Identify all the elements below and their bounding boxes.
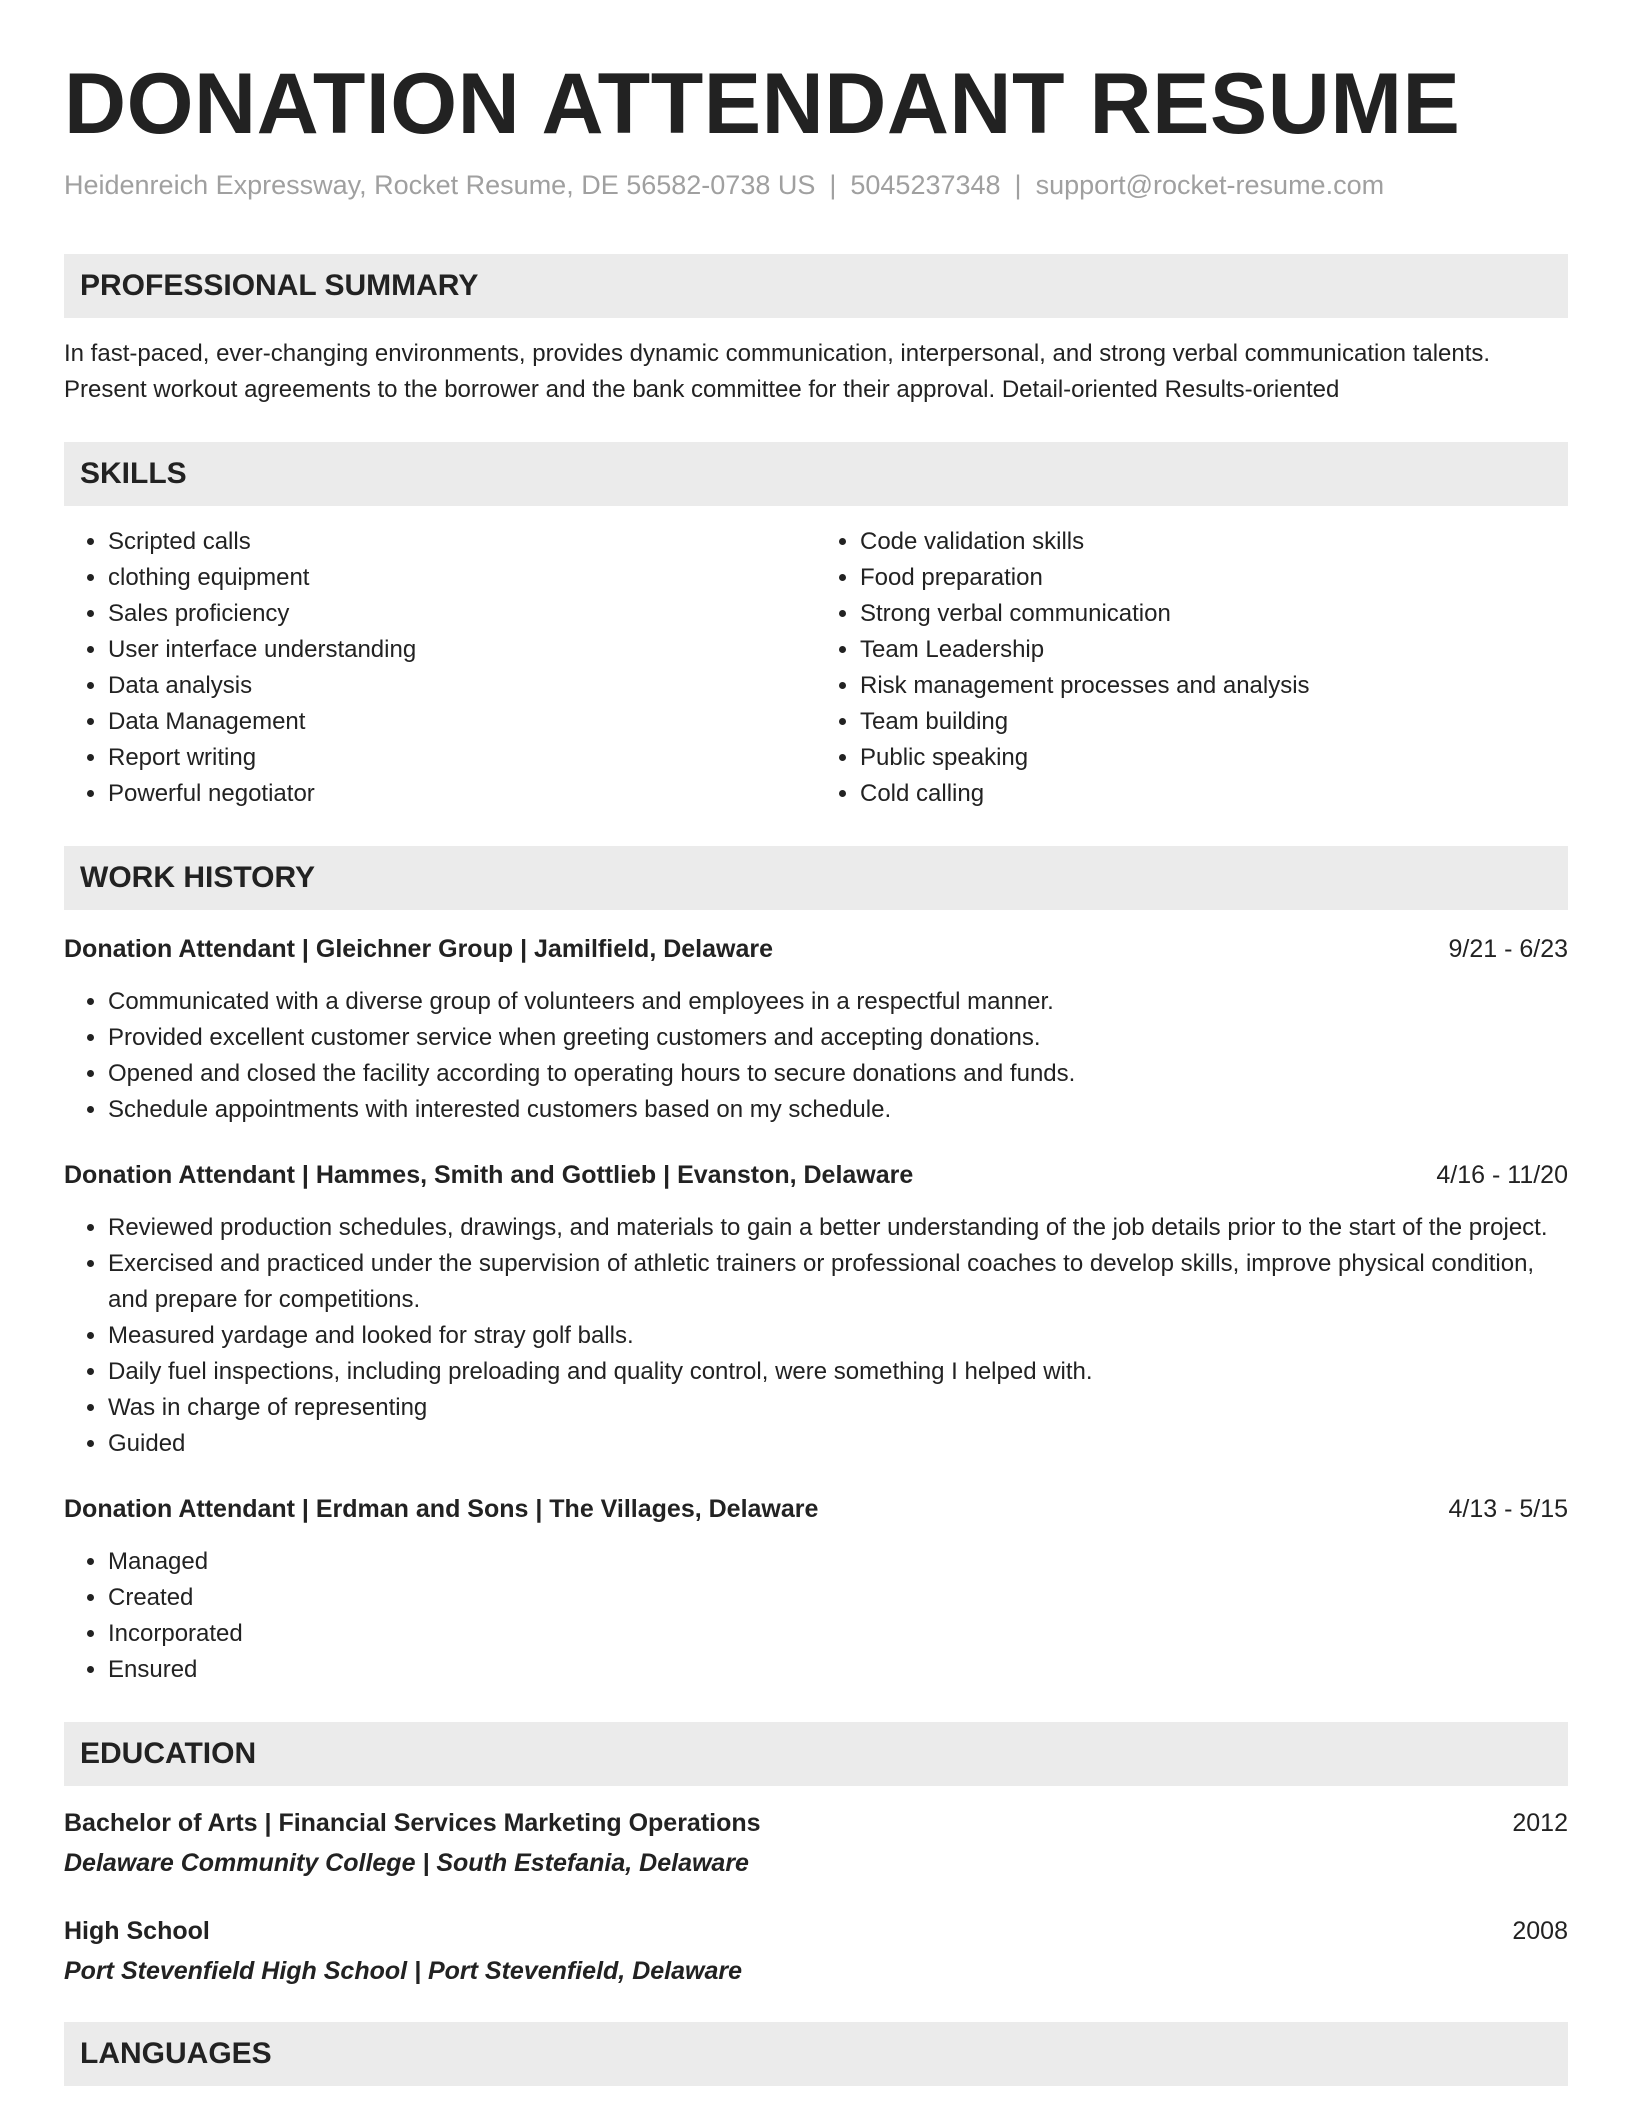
job-bullet: • Incorporated — [108, 1616, 1568, 1652]
job-bullet: • Communicated with a diverse group of volunteers and employees in a respectful manner. — [108, 984, 1568, 1020]
section-heading-languages: LANGUAGES — [64, 2022, 1568, 2086]
job-bullet: • Exercised and practiced under the supervision of athletic trainers or professional coaches to develop skills, improve physical condition, and prepare for competitions. — [108, 1246, 1568, 1318]
job-bullet: • Managed — [108, 1544, 1568, 1580]
job-bullet: • Provided excellent customer service when greeting customers and accepting donations. — [108, 1020, 1568, 1056]
job-bullet: • Ensured — [108, 1652, 1568, 1688]
skill-item: • Team building — [860, 704, 1568, 740]
skill-item: • Data Management — [108, 704, 816, 740]
resume-title: DONATION ATTENDANT RESUME — [64, 56, 1461, 152]
education-degree: High School — [64, 1917, 210, 1945]
job-dates: 4/13 - 5/15 — [1448, 1495, 1568, 1523]
education-school: Delaware Community College | South Estefania, Delaware — [64, 1849, 749, 1877]
skills-list-left — [64, 524, 816, 812]
contact-address: Heidenreich Expressway, Rocket Resume, DE 56582-0738 US — [64, 170, 816, 200]
job-bullets — [64, 1544, 1568, 1688]
job-header — [64, 1158, 1568, 1192]
skill-item: • Code validation skills — [860, 524, 1568, 560]
job-bullet: • Was in charge of representing — [108, 1390, 1568, 1426]
skill-item: • Cold calling — [860, 776, 1568, 812]
job-title: Donation Attendant | Erdman and Sons | The Villages, Delaware — [64, 1495, 819, 1523]
skill-item: • User interface understanding — [108, 632, 816, 668]
contact-separator: | — [1014, 170, 1022, 200]
job-bullet: • Created — [108, 1580, 1568, 1616]
job-entry — [64, 1492, 1568, 1688]
skill-item: • Scripted calls — [108, 524, 816, 560]
skill-item: • Strong verbal communication — [860, 596, 1568, 632]
summary-text: In fast-paced, ever-changing environments, provides dynamic communication, interpersonal, and strong verbal communication talents. Present workout agreements to the borrower and the bank committee for their approval. Detail-oriented Results-oriented — [64, 340, 1491, 403]
contact-email: support@rocket-resume.com — [1035, 170, 1385, 200]
education-year: 2012 — [1512, 1809, 1568, 1837]
job-bullet: • Guided — [108, 1426, 1568, 1462]
skill-item: • clothing equipment — [108, 560, 816, 596]
job-entry — [64, 932, 1568, 1128]
job-bullet: • Schedule appointments with interested customers based on my schedule. — [108, 1092, 1568, 1128]
skills-list-right — [816, 524, 1568, 812]
section-heading-education: EDUCATION — [64, 1722, 1568, 1786]
job-bullets — [64, 1210, 1568, 1462]
section-heading-summary: PROFESSIONAL SUMMARY — [64, 254, 1568, 318]
section-heading-skills: SKILLS — [64, 442, 1568, 506]
job-bullet: • Measured yardage and looked for stray golf balls. — [108, 1318, 1568, 1354]
skill-item: • Team Leadership — [860, 632, 1568, 668]
education-entry — [64, 1806, 1568, 1880]
skills-grid — [64, 524, 1568, 812]
job-entry — [64, 1158, 1568, 1462]
job-header — [64, 932, 1568, 966]
skill-item: • Report writing — [108, 740, 816, 776]
job-dates: 9/21 - 6/23 — [1448, 935, 1568, 963]
skill-item: • Risk management processes and analysis — [860, 668, 1568, 704]
education-entry — [64, 1914, 1568, 1988]
contact-phone: 5045237348 — [850, 170, 1001, 200]
skill-item: • Powerful negotiator — [108, 776, 816, 812]
section-heading-work-history: WORK HISTORY — [64, 846, 1568, 910]
contact-line — [64, 168, 1568, 202]
education-header — [64, 1914, 1568, 1948]
job-bullet: • Reviewed production schedules, drawings, and materials to gain a better understanding of the job details prior to the start of the project. — [108, 1210, 1568, 1246]
education-year: 2008 — [1512, 1917, 1568, 1945]
skill-item: • Food preparation — [860, 560, 1568, 596]
job-title: Donation Attendant | Gleichner Group | Jamilfield, Delaware — [64, 935, 774, 963]
job-bullet: • Opened and closed the facility according to operating hours to secure donations and funds. — [108, 1056, 1568, 1092]
skill-item: • Sales proficiency — [108, 596, 816, 632]
contact-separator: | — [829, 170, 837, 200]
skill-item: • Data analysis — [108, 668, 816, 704]
job-header — [64, 1492, 1568, 1526]
education-degree: Bachelor of Arts | Financial Services Marketing Operations — [64, 1809, 761, 1837]
skill-item: • Public speaking — [860, 740, 1568, 776]
job-bullet: • Daily fuel inspections, including preloading and quality control, were something I helped with. — [108, 1354, 1568, 1390]
job-dates: 4/16 - 11/20 — [1436, 1161, 1568, 1189]
job-bullets — [64, 984, 1568, 1128]
education-school: Port Stevenfield High School | Port Stevenfield, Delaware — [64, 1957, 742, 1985]
education-header — [64, 1806, 1568, 1840]
job-title: Donation Attendant | Hammes, Smith and Gottlieb | Evanston, Delaware — [64, 1161, 914, 1189]
